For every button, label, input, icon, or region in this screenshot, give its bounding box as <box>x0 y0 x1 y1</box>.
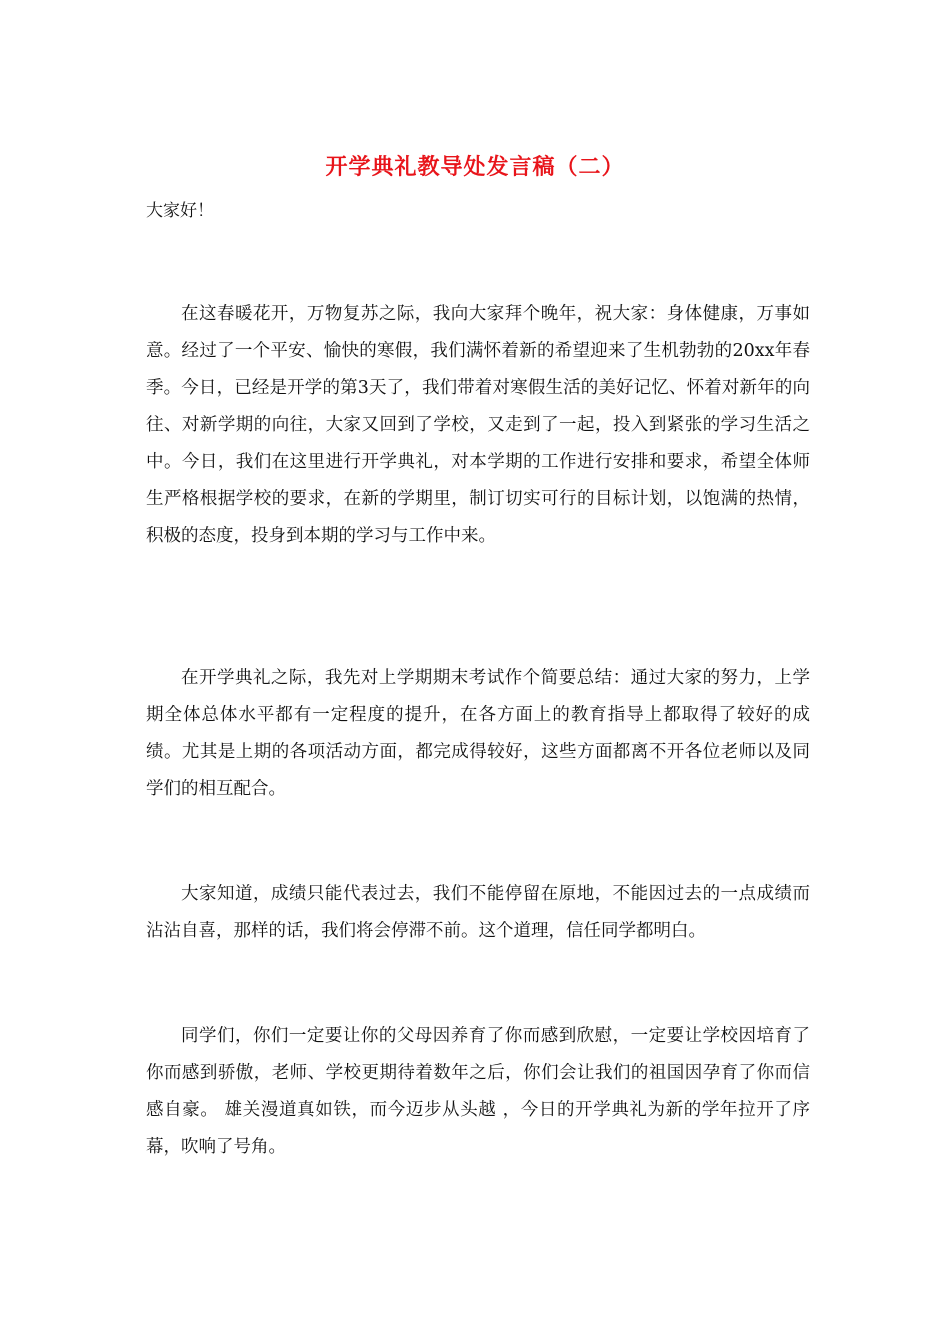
paragraph-1: 在这春暖花开，万物复苏之际，我向大家拜个晚年，祝大家：身体健康，万事如意。经过了一个平安、愉快的寒假，我们满怀着新的希望迎来了生机勃勃的20xx年春季。今日，已经是开学的第3天了，我们带着对寒假生活的美好记忆、怀着对新年的向往、对新学期的向往，大家又回到了学校，又走到了一起，投入到紧张的学习生活之中。今日，我们在这里进行开学典礼，对本学期的工作进行安排和要求，希望全体师生严格根据学校的要求，在新的学期里，制订切实可行的目标计划，以饱满的热情，积极的态度，投身到本期的学习与工作中来。 <box>146 304 810 546</box>
document-title: 开学典礼教导处发言稿（二） <box>325 154 625 180</box>
greeting: 大家好！ <box>146 201 214 221</box>
paragraph-4: 同学们，你们一定要让你的父母因养育了你而感到欣慰，一定要让学校因培育了你而感到骄傲，老师、学校更期待着数年之后，你们会让我们的祖国因孕育了你而信感自豪。 雄关漫道真如铁，而今迈步从头越 ，今日的开学典礼为新的学年拉开了序幕，吹响了号角。 <box>146 1026 810 1157</box>
paragraph-2: 在开学典礼之际，我先对上学期期末考试作个简要总结：通过大家的努力，上学期全体总体水平都有一定程度的提升，在各方面上的教育指导上都取得了较好的成绩。尤其是上期的各项活动方面，都完成得较好，这些方面都离不开各位老师以及同学们的相互配合。 <box>146 668 810 799</box>
paragraph-3: 大家知道，成绩只能代表过去，我们不能停留在原地，不能因过去的一点成绩而沾沾自喜，那样的话，我们将会停滞不前。这个道理，信任同学都明白。 <box>146 884 810 941</box>
